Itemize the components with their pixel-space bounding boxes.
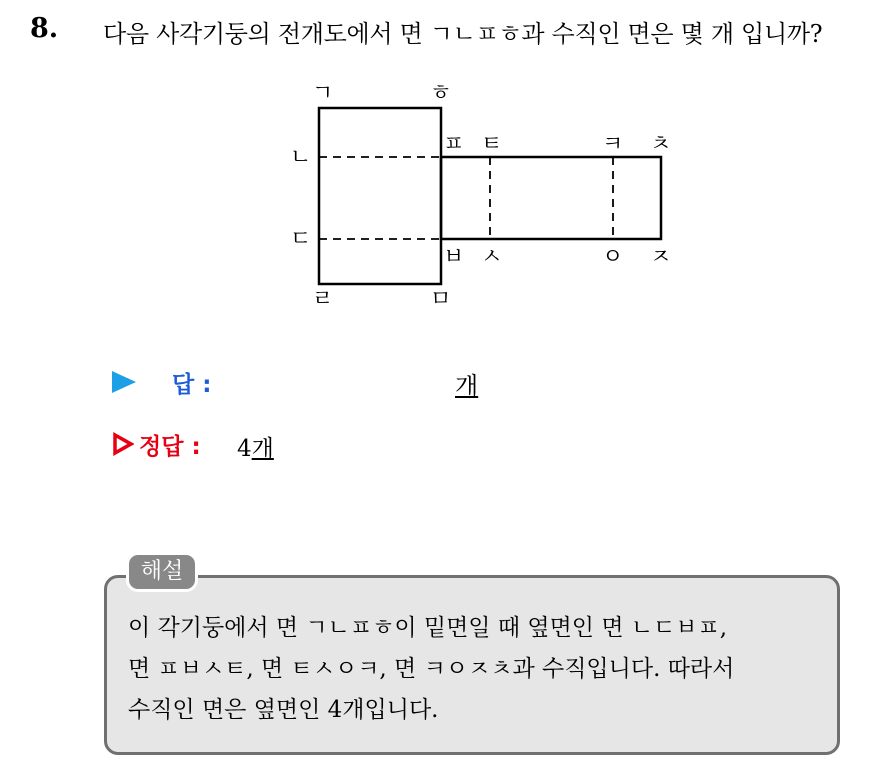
label-b: ㅂ <box>443 245 465 270</box>
label-m: ㅁ <box>430 287 452 312</box>
face-strip-outline <box>441 157 661 239</box>
correct-answer-unit: 개 <box>251 436 274 462</box>
explanation-text <box>128 608 828 731</box>
prism-net-diagram <box>0 0 884 340</box>
label-n: ㄴ <box>290 145 312 170</box>
explanation-line: 이 각기둥에서 면 ㄱㄴㅍㅎ이 밑면일 때 옆면인 면 ㄴㄷㅂㅍ, <box>128 615 728 641</box>
label-j: ㅈ <box>650 245 672 270</box>
label-ch: ㅊ <box>650 132 672 157</box>
answer-label: 답 : <box>172 372 212 398</box>
correct-answer-value <box>237 430 274 463</box>
correct-answer-row <box>112 428 412 462</box>
label-h: ㅎ <box>430 81 452 106</box>
explanation-line: 수직인 면은 옆면인 4개입니다. <box>128 697 439 723</box>
label-t: ㅌ <box>481 132 503 157</box>
label-o: ㅇ <box>602 245 624 270</box>
outline-arrow-icon <box>112 432 134 456</box>
label-s: ㅅ <box>481 245 503 270</box>
label-k: ㅋ <box>602 132 624 157</box>
correct-answer-number: 4 <box>237 436 252 462</box>
label-d: ㄷ <box>290 227 312 252</box>
question-text: 다음 사각기둥의 전개도에서 면 ㄱㄴㅍㅎ과 수직인 면은 몇 개 입니까? <box>103 20 823 48</box>
correct-answer-label: 정답 : <box>139 434 201 460</box>
label-p: ㅍ <box>443 132 465 157</box>
question-number: 8. <box>30 13 59 44</box>
explanation-line: 면 ㅍㅂㅅㅌ, 면 ㅌㅅㅇㅋ, 면 ㅋㅇㅈㅊ과 수직입니다. 따라서 <box>128 656 735 682</box>
play-arrow-icon <box>112 371 136 393</box>
label-r: ㄹ <box>312 287 334 312</box>
answer-row <box>112 366 532 400</box>
explanation-tab: 해설 <box>126 552 198 592</box>
label-g: ㄱ <box>312 81 334 106</box>
answer-unit: 개 <box>455 372 479 400</box>
face-left-outline <box>319 108 441 284</box>
